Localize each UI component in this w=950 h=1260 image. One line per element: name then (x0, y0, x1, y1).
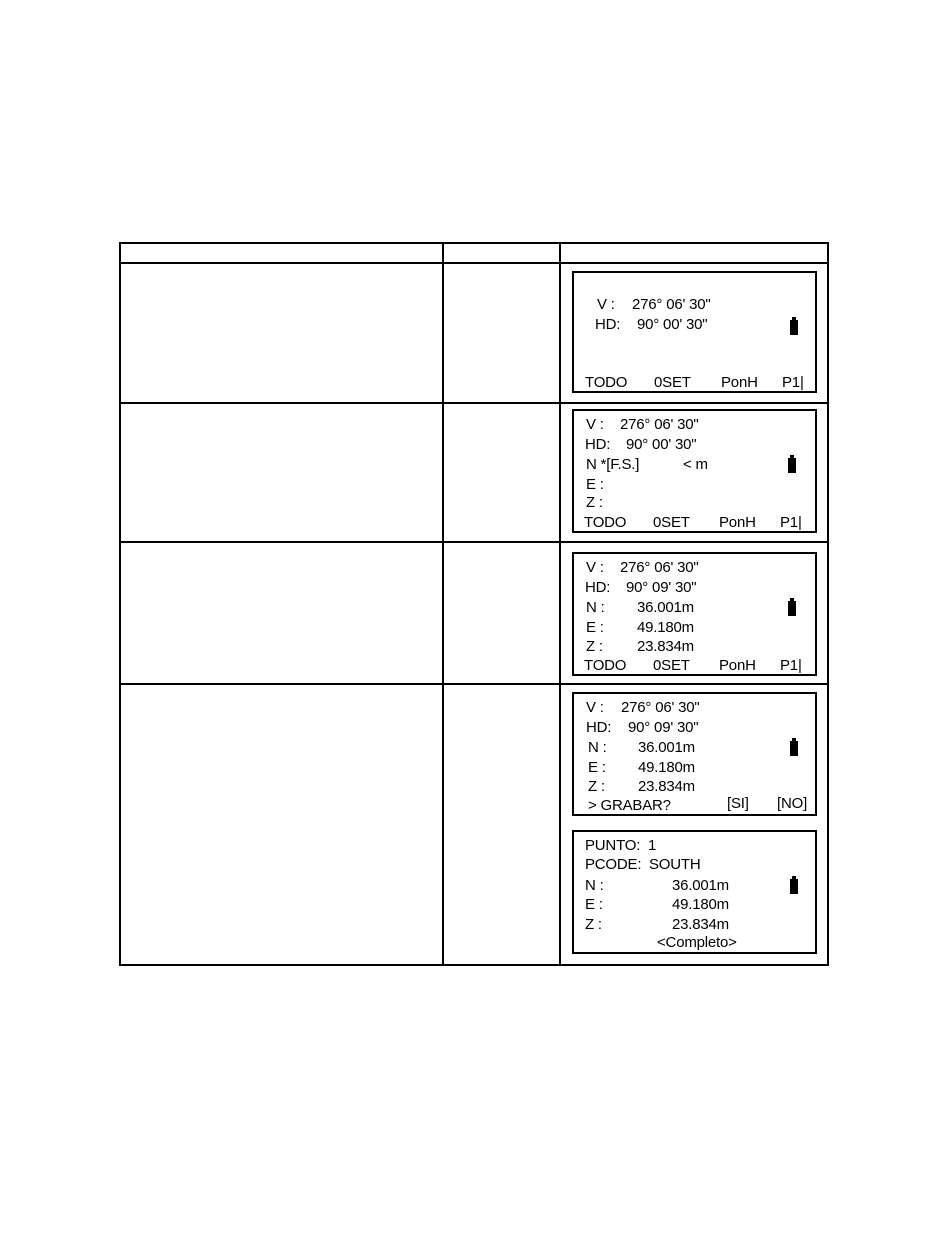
e-value: 49.180m (637, 619, 694, 636)
z-value: 23.834m (637, 638, 694, 655)
z-value: 23.834m (638, 778, 695, 795)
hd-label: HD: (586, 719, 612, 736)
battery-icon (790, 317, 798, 335)
softkey-0set[interactable]: 0SET (654, 374, 691, 391)
row-divider-2 (119, 541, 829, 543)
softkey-todo[interactable]: TODO (584, 514, 627, 531)
v-label: V : (586, 416, 604, 433)
v-value: 276° 06' 30" (620, 416, 699, 433)
e-label: E : (586, 476, 604, 493)
softkey-si[interactable]: [SI] (727, 795, 749, 812)
n-label: N : (586, 599, 605, 616)
hd-label: HD: (595, 316, 621, 333)
lcd-screen-4 (572, 692, 817, 816)
procedure-table (119, 242, 829, 966)
n-label: N *[F.S.] (586, 456, 640, 473)
softkey-0set[interactable]: 0SET (653, 514, 690, 531)
z-value: 23.834m (672, 916, 729, 933)
softkey-todo[interactable]: TODO (585, 374, 628, 391)
n-value: 36.001m (638, 739, 695, 756)
n-value: 36.001m (637, 599, 694, 616)
hd-value: 90° 00' 30" (626, 436, 697, 453)
softkey-p1[interactable]: P1| (782, 374, 804, 391)
n-label: N : (585, 877, 604, 894)
lcd-screen-3 (572, 552, 817, 676)
lcd-screen-2 (572, 409, 817, 533)
v-value: 276° 06' 30" (632, 296, 711, 313)
softkey-ponh[interactable]: PonH (721, 374, 758, 391)
softkey-p1[interactable]: P1| (780, 514, 802, 531)
v-value: 276° 06' 30" (621, 699, 700, 716)
z-label: Z : (588, 778, 605, 795)
hd-value: 90° 09' 30" (628, 719, 699, 736)
e-label: E : (588, 759, 606, 776)
hd-value: 90° 09' 30" (626, 579, 697, 596)
row-divider-3 (119, 683, 829, 685)
hd-value: 90° 00' 30" (637, 316, 708, 333)
v-label: V : (597, 296, 615, 313)
softkey-no[interactable]: [NO] (777, 795, 808, 812)
punto-value: 1 (648, 837, 657, 854)
hd-label: HD: (585, 579, 611, 596)
softkey-ponh[interactable]: PonH (719, 514, 756, 531)
v-label: V : (586, 559, 604, 576)
pcode-value: SOUTH (649, 856, 701, 873)
softkey-p1[interactable]: P1| (780, 657, 802, 674)
battery-icon (788, 598, 796, 616)
save-prompt: > GRABAR? (588, 797, 671, 814)
n-label: N : (588, 739, 607, 756)
completion-status: <Completo> (657, 934, 737, 951)
battery-icon (790, 876, 798, 894)
e-value: 49.180m (672, 896, 729, 913)
e-label: E : (586, 619, 604, 636)
battery-icon (788, 455, 796, 473)
header-row-divider (119, 262, 829, 264)
v-label: V : (586, 699, 604, 716)
column-divider-1 (442, 242, 444, 966)
z-label: Z : (585, 916, 602, 933)
v-value: 276° 06' 30" (620, 559, 699, 576)
z-label: Z : (586, 494, 603, 511)
softkey-ponh[interactable]: PonH (719, 657, 756, 674)
hd-label: HD: (585, 436, 611, 453)
lcd-screen-5 (572, 830, 817, 954)
softkey-0set[interactable]: 0SET (653, 657, 690, 674)
pcode-label: PCODE: (585, 856, 642, 873)
z-label: Z : (586, 638, 603, 655)
column-divider-2 (559, 242, 561, 966)
softkey-todo[interactable]: TODO (584, 657, 627, 674)
punto-label: PUNTO: (585, 837, 641, 854)
n-value: 36.001m (672, 877, 729, 894)
e-label: E : (585, 896, 603, 913)
row-divider-1 (119, 402, 829, 404)
n-value: < m (683, 456, 708, 473)
e-value: 49.180m (638, 759, 695, 776)
lcd-screen-1 (572, 271, 817, 393)
battery-icon (790, 738, 798, 756)
